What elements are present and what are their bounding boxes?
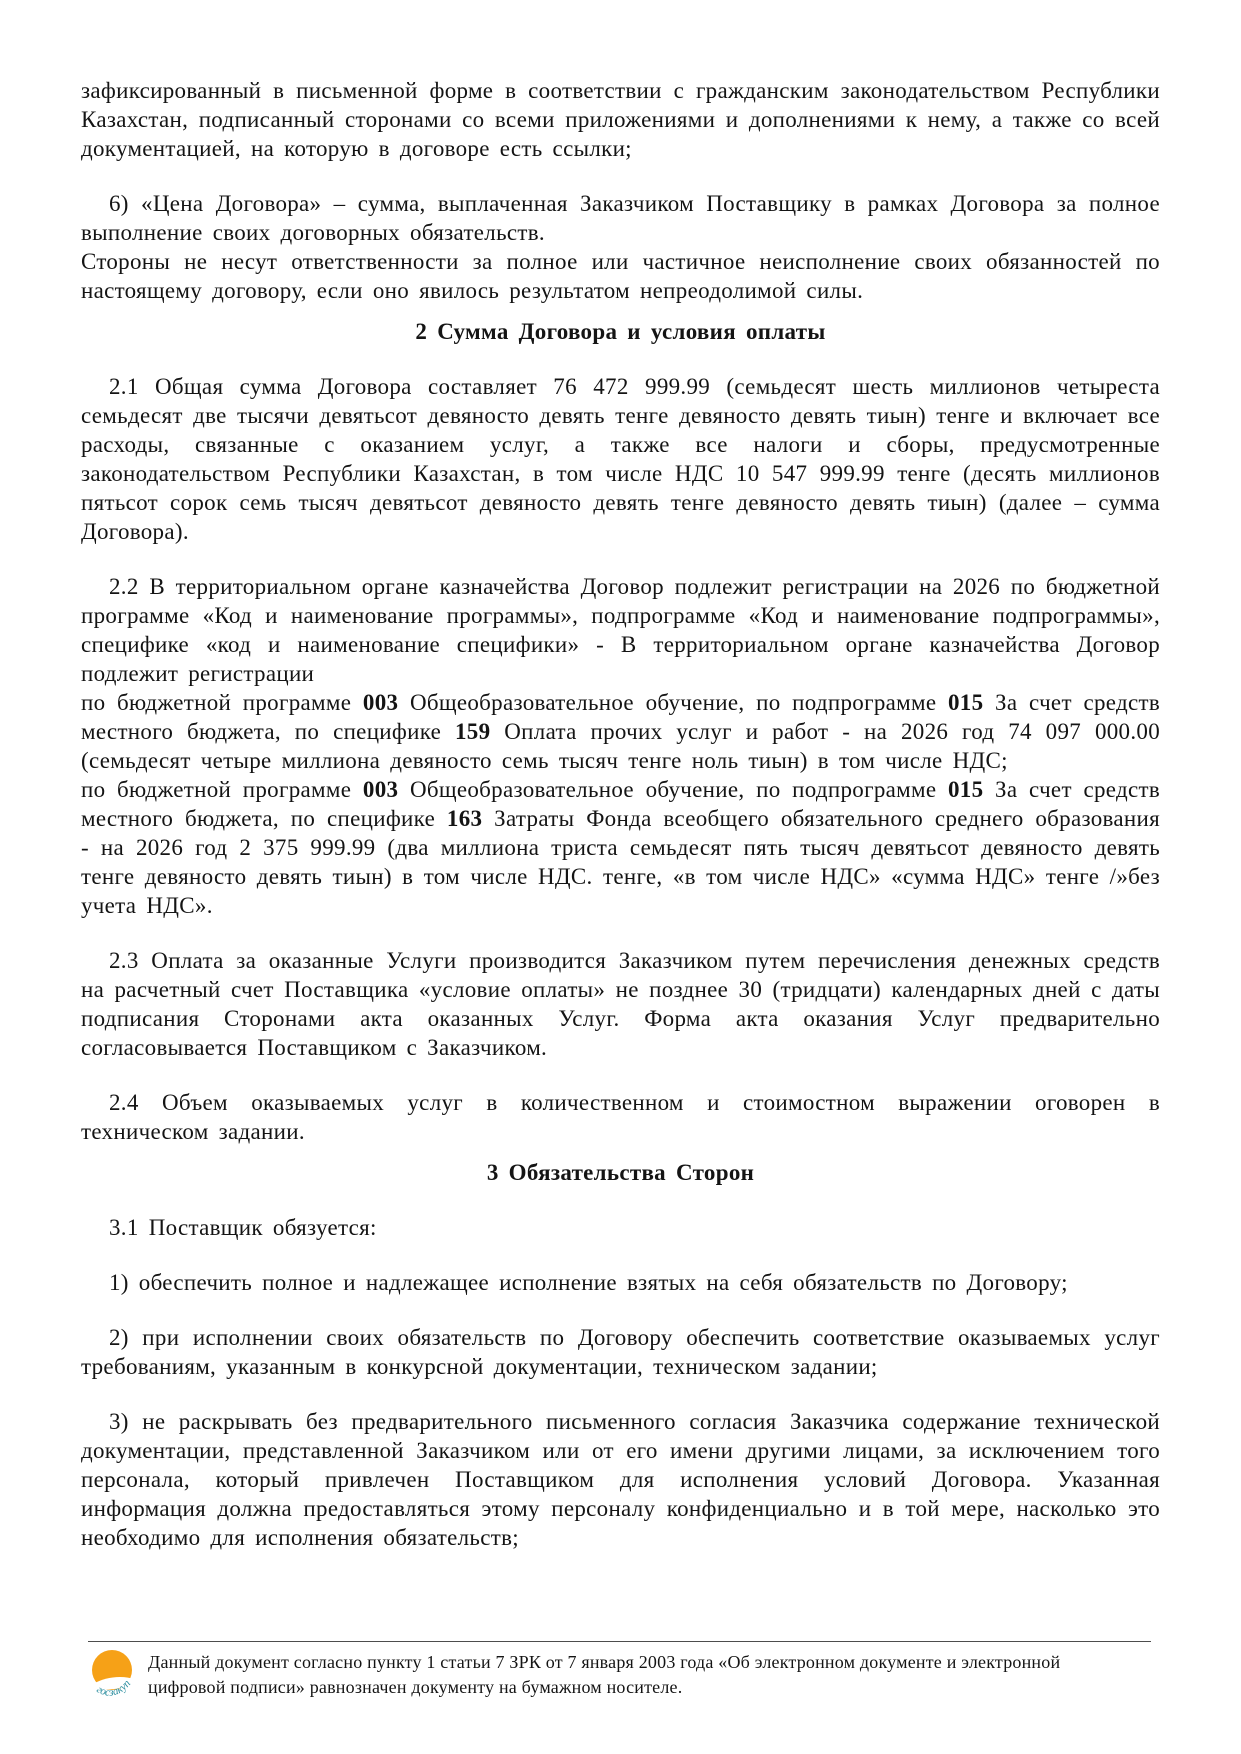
- svg-text:госзакуп: госзакуп: [94, 1677, 134, 1699]
- contract-body: [81, 76, 1160, 1552]
- paragraph-obligation-1: 1) обеспечить полное и надлежащее исполнение взятых на себя обязательств по Договору;: [109, 1270, 1068, 1295]
- paragraph-2-4-service-volume: 2.4 Объем оказываемых услуг в количественном и стоимостном выражении оговорен в техническом задании.: [81, 1090, 1160, 1144]
- goszakup-logo-icon: [88, 1648, 140, 1702]
- paragraph-budget-program-159: по бюджетной программе 003 Общеобразовательное обучение, по подпрограмме 015 За счет средств местного бюджета, по специфике 159 Оплата прочих услуг и работ - на 2026 год 74 097 000.00 (семьдесят четыре миллиона девяносто семь тысяч тенге ноль тиын) в том числе НДС;: [81, 690, 1160, 773]
- paragraph-obligation-2: 2) при исполнении своих обязательств по Договору обеспечить соответствие оказываемых услуг требованиям, указанным в конкурсной документации, техническом задании;: [81, 1325, 1160, 1379]
- paragraph-2-3-payment-terms: 2.3 Оплата за оказанные Услуги производится Заказчиком путем перечисления денежных средств на расчетный счет Поставщика «условие оплаты» не позднее 30 (тридцати) календарных дней с даты подписания Сторонами акта оказанных Услуг. Форма акта оказания Услуг предварительно согласовывается Поставщиком с Заказчиком.: [81, 948, 1160, 1060]
- e-document-legal-note: Данный документ согласно пункту 1 статьи 7 ЗРК от 7 января 2003 года «Об электронном документе и электронной цифровой подписи» равнозначен документу на бумажном носителе.: [148, 1652, 1061, 1697]
- footer: [88, 1641, 1151, 1702]
- paragraph-intro: зафиксированный в письменной форме в соответствии с гражданским законодательством Республики Казахстан, подписанный сторонами со всеми приложениями и дополнениями к нему, а также со всей документацией, на которую в договоре есть ссылки;: [81, 78, 1160, 161]
- paragraph-force-majeure: Стороны не несут ответственности за полное или частичное неисполнение своих обязанностей по настоящему договору, если оно явилось результатом непреодолимой силы.: [81, 249, 1160, 303]
- paragraph-2-2-treasury-registration: 2.2 В территориальном органе казначейства Договор подлежит регистрации на 2026 по бюджетной программе «Код и наименование программы», подпрограмме «Код и наименование подпрограммы», специфике «код и наименование специфики» - В территориальном органе казначейства Договор подлежит регистрации: [81, 574, 1160, 686]
- section-heading-obligations: 3 Обязательства Сторон: [486, 1160, 755, 1185]
- paragraph-2-1-total-sum: 2.1 Общая сумма Договора составляет 76 472 999.99 (семьдесят шесть миллионов четыреста семьдесят две тысячи девятьсот девяносто девять тенге девяносто девять тиын) тенге и включает все расходы, связанные с оказанием услуг, а также все налоги и сборы, предусмотренные законодательством Республики Казахстан, в том числе НДС 10 547 999.99 тенге (десять миллионов пятьсот сорок семь тысяч девятьсот девяносто девять тенге девяносто девять тиын) (далее – сумма Договора).: [81, 374, 1160, 544]
- paragraph-obligation-3: 3) не раскрывать без предварительного письменного согласия Заказчика содержание технической документации, представленной Заказчиком или от его имени другими лицами, за исключением того персонала, который привлечен Поставщиком для исполнения условий Договора. Указанная информация должна предоставляться этому персоналу конфиденциально и в той мере, насколько это необходимо для исполнения обязательств;: [81, 1409, 1160, 1550]
- paragraph-3-1-supplier-obliges: 3.1 Поставщик обязуется:: [109, 1215, 377, 1240]
- paragraph-budget-program-163: по бюджетной программе 003 Общеобразовательное обучение, по подпрограмме 015 За счет средств местного бюджета, по специфике 163 Затраты Фонда всеобщего обязательного среднего образования - на 2026 год 2 375 999.99 (два миллиона триста семьдесят пять тысяч девятьсот девяносто девять тенге девяносто девять тиын) в том числе НДС. тенге, «в том числе НДС» «сумма НДС» тенге /»без учета НДС».: [81, 777, 1160, 918]
- section-heading-contract-sum: 2 Сумма Договора и условия оплаты: [415, 319, 826, 344]
- footer-row: [88, 1642, 1151, 1702]
- paragraph-price-definition: 6) «Цена Договора» – сумма, выплаченная Заказчиком Поставщику в рамках Договора за полное выполнение своих договорных обязательств.: [81, 191, 1160, 245]
